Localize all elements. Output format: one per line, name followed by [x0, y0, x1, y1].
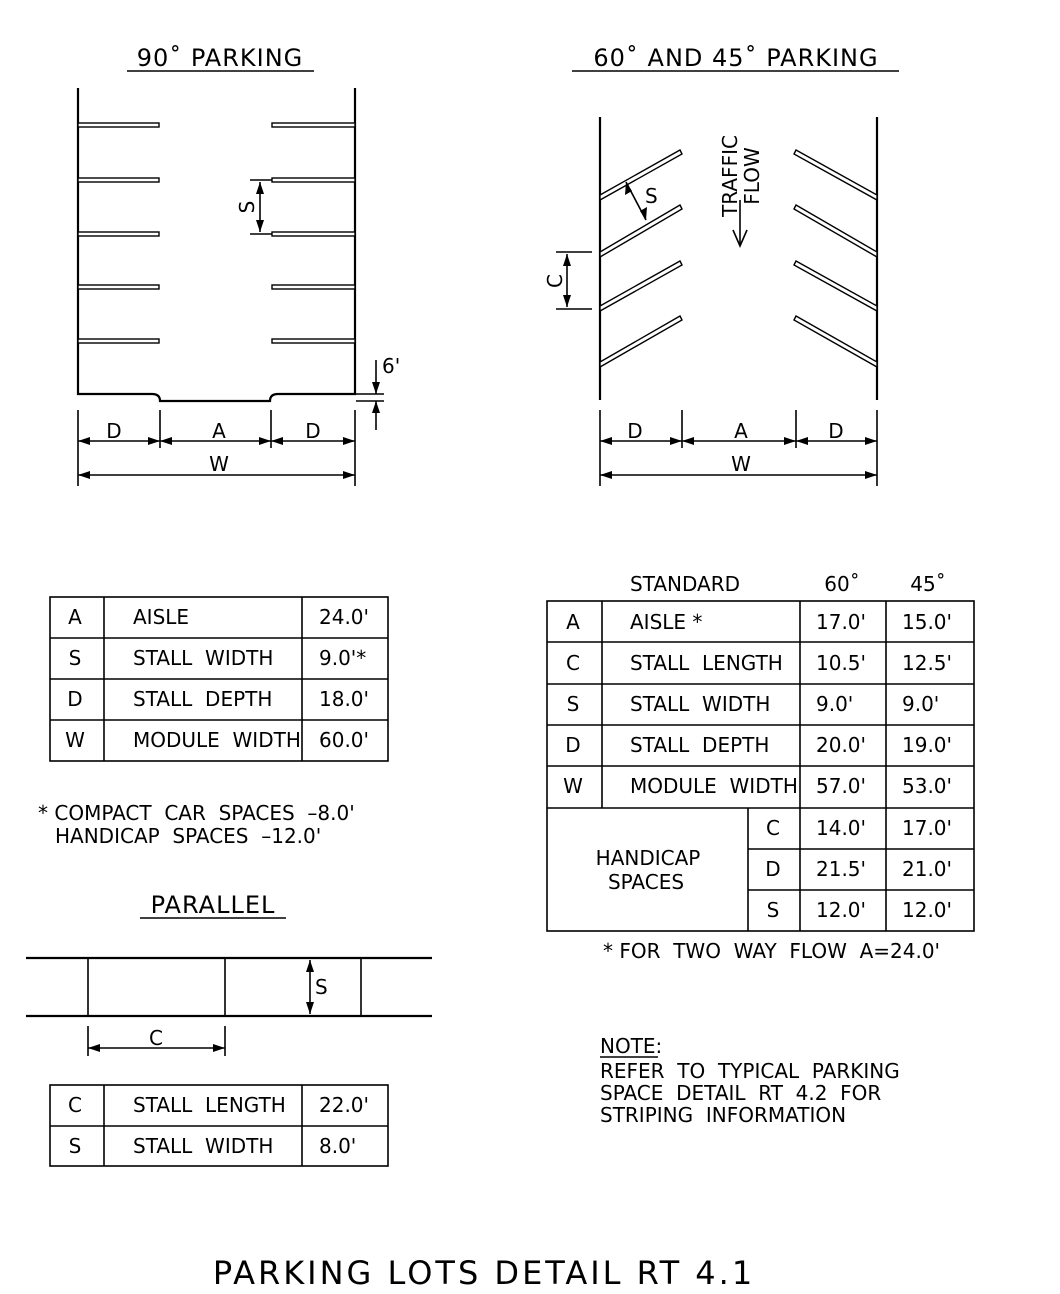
- table-row: [567, 692, 940, 716]
- svg-text:22.0': 22.0': [319, 1093, 370, 1117]
- svg-text:15.0': 15.0': [902, 610, 953, 634]
- svg-text:S: S: [566, 692, 580, 716]
- dim-label-d: D: [305, 419, 321, 443]
- parking-90-outline: [78, 88, 355, 401]
- stall-stripe-right: [272, 123, 355, 127]
- dim-label-6ft: 6': [382, 354, 401, 378]
- svg-text:S: S: [68, 646, 82, 670]
- svg-text:10.5': 10.5': [816, 651, 867, 675]
- svg-text:60.0': 60.0': [319, 728, 370, 752]
- svg-text:REFER TO TYPICAL PARKING: REFER TO TYPICAL PARKING: [600, 1059, 900, 1083]
- stall-stripe-left: [78, 232, 159, 236]
- stall-stripe-left: [78, 285, 159, 289]
- svg-text:12.5': 12.5': [902, 651, 953, 675]
- dim-label-c: C: [149, 1026, 163, 1050]
- svg-text:9.0': 9.0': [816, 692, 854, 716]
- dim-6ft: [356, 354, 400, 430]
- svg-text:14.0': 14.0': [816, 816, 867, 840]
- table-row: [566, 651, 952, 675]
- svg-text:S: S: [68, 1134, 82, 1158]
- stall-stripe-right: [272, 285, 355, 289]
- table-row: [65, 728, 369, 752]
- table-row: [68, 605, 369, 629]
- svg-text:* COMPACT CAR SPACES –8.0': * COMPACT CAR SPACES –8.0': [38, 801, 355, 825]
- table-row: [69, 1134, 357, 1158]
- traffic-label: TRAFFIC: [718, 135, 742, 217]
- svg-text:9.0': 9.0': [902, 692, 940, 716]
- table-row: [563, 774, 952, 798]
- dim-label-d: D: [828, 419, 844, 443]
- svg-text:S: S: [766, 898, 780, 922]
- svg-text:STALL DEPTH: STALL DEPTH: [630, 733, 770, 757]
- table-angled-parking: [547, 572, 974, 963]
- svg-text:17.0': 17.0': [902, 816, 953, 840]
- svg-text:9.0'*: 9.0'*: [319, 646, 367, 670]
- angled-stripe-left: [600, 316, 682, 367]
- angled-stripe-left: [600, 261, 682, 311]
- stall-stripe-left: [78, 123, 159, 127]
- svg-text:STRIPING INFORMATION: STRIPING INFORMATION: [600, 1103, 847, 1127]
- parallel-diagram: [26, 891, 432, 1056]
- table-row: [766, 816, 952, 840]
- svg-text:C: C: [566, 651, 580, 675]
- dim-label-w: W: [209, 452, 229, 476]
- svg-text:A: A: [566, 610, 580, 634]
- header-60: 60˚: [824, 572, 860, 596]
- note-heading: NOTE:: [600, 1034, 663, 1058]
- dim-label-a: A: [212, 419, 226, 443]
- svg-text:53.0': 53.0': [902, 774, 953, 798]
- header-45: 45˚: [910, 572, 946, 596]
- angled-stripe-right: [794, 261, 877, 311]
- svg-text:SPACE DETAIL RT 4.2 FOR: SPACE DETAIL RT 4.2 FOR: [600, 1081, 882, 1105]
- svg-text:W: W: [65, 728, 85, 752]
- table-row: [69, 646, 367, 670]
- dim-s-90: [235, 180, 272, 234]
- angled-stripe-right: [794, 316, 877, 367]
- table-row: [566, 610, 952, 634]
- svg-text:12.0': 12.0': [816, 898, 867, 922]
- dim-label-s: S: [235, 200, 259, 214]
- svg-text:STALL LENGTH: STALL LENGTH: [630, 651, 783, 675]
- stall-stripe-left: [78, 178, 159, 182]
- svg-text:MODULE WIDTH: MODULE WIDTH: [133, 728, 301, 752]
- svg-text:AISLE *: AISLE *: [630, 610, 703, 634]
- traffic-flow-arrow: [718, 135, 764, 246]
- svg-text:MODULE WIDTH: MODULE WIDTH: [630, 774, 798, 798]
- svg-text:A: A: [68, 605, 82, 629]
- parking-angled-title: 60˚ AND 45˚ PARKING: [593, 44, 879, 72]
- svg-text:C: C: [766, 816, 780, 840]
- dim-label-d: D: [106, 419, 122, 443]
- parking-angled-diagram: [543, 44, 899, 486]
- svg-text:12.0': 12.0': [902, 898, 953, 922]
- svg-text:19.0': 19.0': [902, 733, 953, 757]
- svg-text:STALL WIDTH: STALL WIDTH: [133, 646, 274, 670]
- flow-label: FLOW: [740, 147, 764, 205]
- dim-dad-90: [78, 410, 355, 486]
- dim-s-angled: [625, 182, 658, 220]
- dim-dad-angled: [600, 410, 877, 486]
- angled-stripe-right: [794, 150, 877, 200]
- table-90-parking: [50, 597, 388, 761]
- svg-text:STALL WIDTH: STALL WIDTH: [133, 1134, 274, 1158]
- svg-text:HANDICAP SPACES –12.0': HANDICAP SPACES –12.0': [55, 824, 322, 848]
- dim-label-a: A: [734, 419, 748, 443]
- drawing-title: PARKING LOTS DETAIL RT 4.1: [212, 1254, 756, 1292]
- svg-text:STALL LENGTH: STALL LENGTH: [133, 1093, 286, 1117]
- svg-text:57.0': 57.0': [816, 774, 867, 798]
- dim-label-s: S: [645, 184, 658, 208]
- svg-text:D: D: [765, 857, 781, 881]
- svg-text:STALL WIDTH: STALL WIDTH: [630, 692, 771, 716]
- dim-s-parallel: [306, 960, 328, 1014]
- dim-label-d: D: [627, 419, 643, 443]
- dim-c-parallel: [88, 1026, 225, 1056]
- dim-label-c: C: [543, 274, 567, 288]
- svg-text:21.5': 21.5': [816, 857, 867, 881]
- table-row: [765, 857, 952, 881]
- svg-text:W: W: [563, 774, 583, 798]
- angled-footnote: * FOR TWO WAY FLOW A=24.0': [603, 939, 941, 963]
- dim-c-angled: [543, 252, 592, 309]
- angled-stripe-left: [600, 150, 682, 200]
- table-row: [767, 898, 952, 922]
- stall-stripe-right: [272, 178, 355, 182]
- parking-90-diagram: [78, 44, 400, 486]
- stall-stripe-right: [272, 232, 355, 236]
- stall-stripe-right: [272, 339, 355, 343]
- table-row: [67, 687, 369, 711]
- spaces-label: SPACES: [607, 870, 685, 894]
- svg-text:18.0': 18.0': [319, 687, 370, 711]
- dim-label-s: S: [315, 975, 328, 999]
- svg-text:STALL DEPTH: STALL DEPTH: [133, 687, 273, 711]
- striping-note: [600, 1034, 900, 1127]
- svg-text:24.0': 24.0': [319, 605, 370, 629]
- svg-text:AISLE: AISLE: [133, 605, 190, 629]
- table-row: [68, 1093, 369, 1117]
- handicap-label: HANDICAP: [595, 846, 701, 870]
- angled-stripe-right: [794, 205, 877, 257]
- dim-label-w: W: [731, 452, 751, 476]
- svg-text:D: D: [67, 687, 83, 711]
- stall-stripe-left: [78, 339, 159, 343]
- note-90-compact: [38, 801, 355, 848]
- table-row: [565, 733, 952, 757]
- parallel-title: PARALLEL: [150, 891, 276, 919]
- svg-text:8.0': 8.0': [319, 1134, 357, 1158]
- header-standard: STANDARD: [630, 572, 741, 596]
- parking-90-title: 90˚ PARKING: [136, 44, 304, 72]
- svg-text:C: C: [68, 1093, 82, 1117]
- angled-stripe-left: [600, 205, 682, 257]
- svg-text:D: D: [565, 733, 581, 757]
- svg-text:17.0': 17.0': [816, 610, 867, 634]
- svg-text:20.0': 20.0': [816, 733, 867, 757]
- svg-text:21.0': 21.0': [902, 857, 953, 881]
- table-parallel: [50, 1085, 388, 1166]
